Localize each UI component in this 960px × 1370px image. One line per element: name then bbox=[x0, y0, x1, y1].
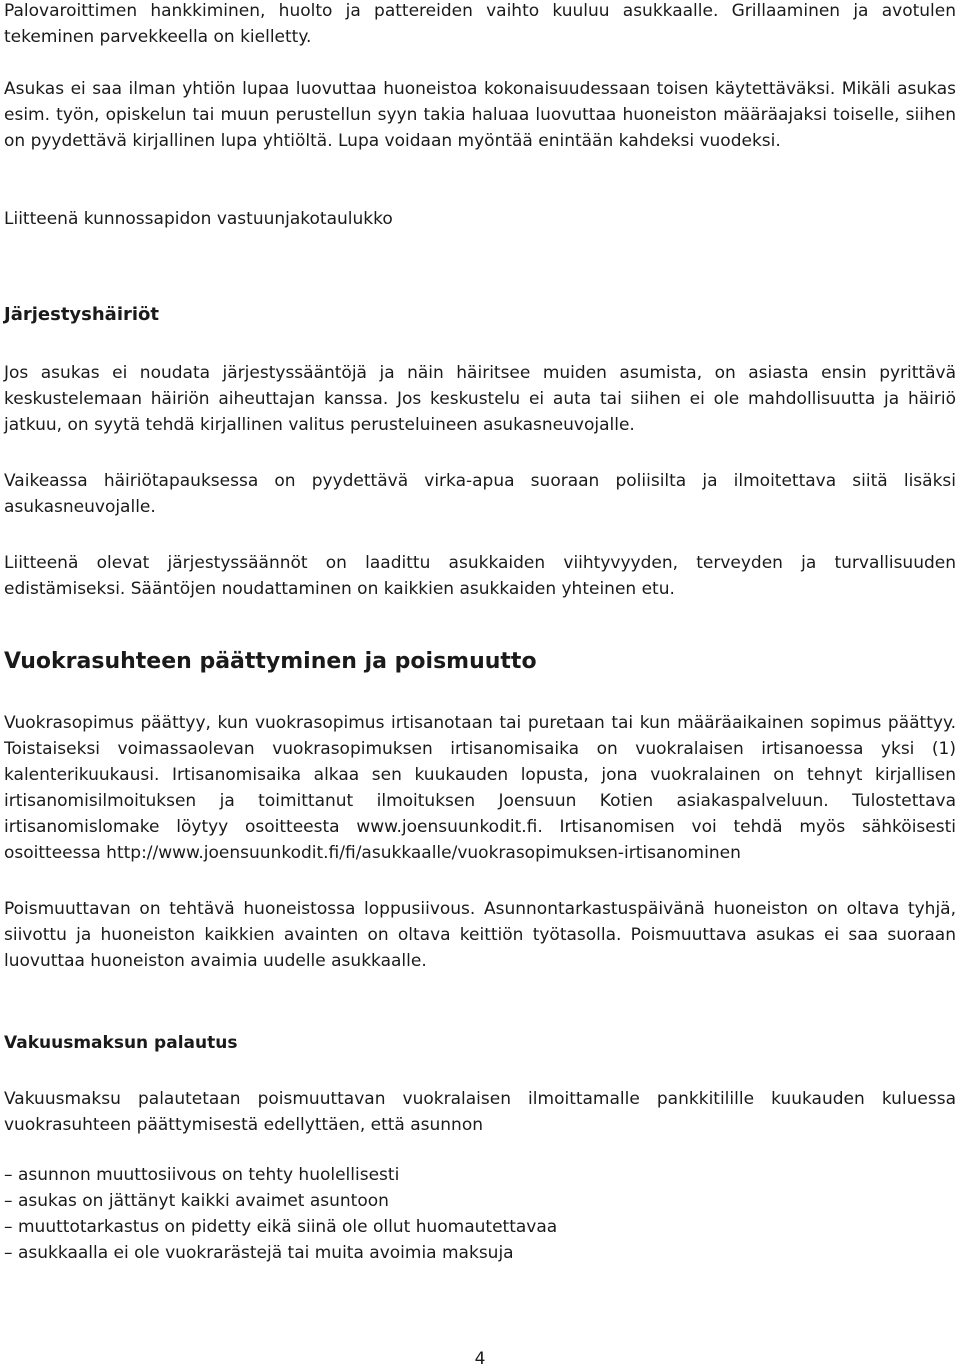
paragraph-rules-purpose: Liitteenä olevat järjestyssäännöt on laadittu asukkaiden viihtyvyyden, terveyden ja turvallisuuden edistämiseksi. Sääntöjen noudattaminen on kaikkien asukkaiden yhteinen etu. bbox=[4, 553, 956, 599]
list-item: – asukkaalla ei ole vuokrarästejä tai muita avoimia maksuja bbox=[4, 1240, 956, 1266]
list-item: – asukas on jättänyt kaikki avaimet asuntoon bbox=[4, 1188, 956, 1214]
paragraph-termination: Vuokrasopimus päättyy, kun vuokrasopimus irtisanotaan tai puretaan tai kun määräaikainen sopimus päättyy. Toistaiseksi voimassaolevan vuokrasopimuksen irtisanomisaika on vuokralaisen irtisanoessa yksi (1) kalenterikuukausi. Irtisanomisaika alkaa sen kuukauden lopusta, jona vuokralainen on tehnyt kirjallisen irtisanomisilmoituksen ja toimittanut ilmoituksen Joensuun Kotien asiakaspalveluun. Tulostettava irtisanomislomake löytyy osoitteesta www.joensuunkodit.fi. Irtisanomisen voi tehdä myös sähköisesti osoitteessa http://www.joensuunkodit.fi/fi/asukkaalle/vuokrasopimuksen-irtisanominen bbox=[4, 713, 956, 863]
page-number: 4 bbox=[474, 1349, 486, 1369]
paragraph-moveout-cleaning: Poismuuttavan on tehtävä huoneistossa loppusiivous. Asunnontarkastuspäivänä huoneiston on oltava tyhjä, siivottu ja huoneiston kaikkien avainten on oltava keittiön työtasolla. Poismuuttava asukas ei saa suoraan luovuttaa huoneiston avaimia uudelle asukkaalle. bbox=[4, 899, 956, 971]
deposit-conditions-list bbox=[4, 1162, 956, 1266]
paragraph-subletting: Asukas ei saa ilman yhtiön lupaa luovuttaa huoneistoa kokonaisuudessaan toisen käytettäväksi. Mikäli asukas esim. työn, opiskelun tai muun perustellun syyn takia haluaa luovuttaa huoneiston määräajaksi toiselle, siihen on pyydettävä kirjallinen lupa yhtiöltä. Lupa voidaan myöntää enintään kahdeksi vuodeksi. bbox=[4, 79, 956, 151]
heading-tenancy-end: Vuokrasuhteen päättyminen ja poismuutto bbox=[4, 649, 537, 674]
paragraph-police-assistance: Vaikeassa häiriötapauksessa on pyydettävä virka-apua suoraan poliisilta ja ilmoitettava siitä lisäksi asukasneuvojalle. bbox=[4, 471, 956, 517]
list-item: – asunnon muuttosiivous on tehty huolellisesti bbox=[4, 1162, 956, 1188]
heading-disturbances: Järjestyshäiriöt bbox=[4, 304, 160, 325]
paragraph-disturbance-procedure: Jos asukas ei noudata järjestyssääntöjä ja näin häiritsee muiden asumista, on asiasta ensin pyrittävä keskustelemaan häiriön aiheuttajan kanssa. Jos keskustelu ei auta tai siihen ei ole mahdollisuutta ja häiriö jatkuu, on syytä tehdä kirjallinen valitus perusteluineen asukasneuvojalle. bbox=[4, 363, 956, 435]
list-item: – muuttotarkastus on pidetty eikä siinä ole ollut huomautettavaa bbox=[4, 1214, 956, 1240]
paragraph-smoke-detector: Palovaroittimen hankkiminen, huolto ja pattereiden vaihto kuuluu asukkaalle. Grillaaminen ja avotulen tekeminen parvekkeella on kielletty. bbox=[4, 1, 956, 47]
document-page bbox=[4, 0, 956, 1266]
heading-deposit-return: Vakuusmaksun palautus bbox=[4, 1033, 238, 1053]
paragraph-attachment-note: Liitteenä kunnossapidon vastuunjakotaulukko bbox=[4, 209, 393, 229]
paragraph-deposit-intro: Vakuusmaksu palautetaan poismuuttavan vuokralaisen ilmoittamalle pankkitilille kuukauden kuluessa vuokrasuhteen päättymisestä edellyttäen, että asunnon bbox=[4, 1089, 956, 1135]
